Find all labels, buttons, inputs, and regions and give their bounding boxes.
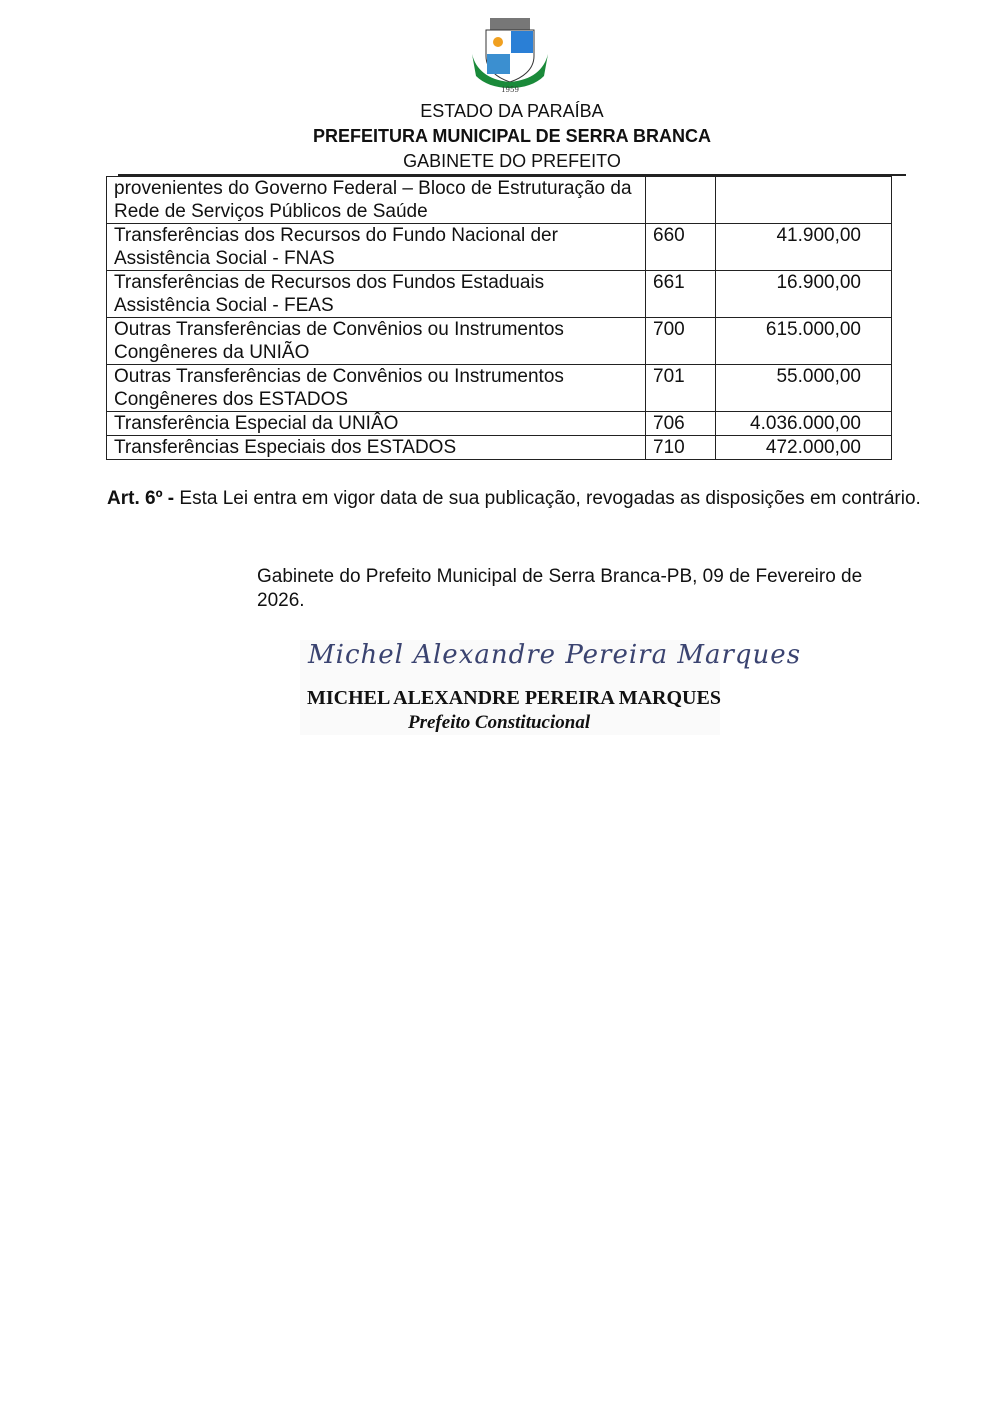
table-row: [107, 412, 892, 436]
row-description: Transferências dos Recursos do Fundo Nacional der Assistência Social - FNAS: [107, 224, 646, 271]
handwritten-signature: Michel Alexandre Pereira Marques: [308, 640, 802, 670]
row-value: 472.000,00: [716, 436, 892, 460]
table-row: [107, 365, 892, 412]
municipal-crest-logo: [462, 14, 558, 94]
row-description: Outras Transferências de Convênios ou Instrumentos Congêneres da UNIÃO: [107, 318, 646, 365]
row-code: [646, 177, 716, 224]
row-value: 41.900,00: [716, 224, 892, 271]
table-row: [107, 224, 892, 271]
row-value: 55.000,00: [716, 365, 892, 412]
row-code: 710: [646, 436, 716, 460]
article-text: Esta Lei entra em vigor data de sua publicação, revogadas as disposições em contrário.: [174, 488, 921, 509]
row-description: Transferências de Recursos dos Fundos Estaduais Assistência Social - FEAS: [107, 271, 646, 318]
row-code: 700: [646, 318, 716, 365]
article-6: [107, 487, 929, 510]
state-name: ESTADO DA PARAÍBA: [420, 101, 604, 121]
signatory-name: MICHEL ALEXANDRE PEREIRA MARQUES: [307, 687, 721, 709]
row-code: 701: [646, 365, 716, 412]
revenue-table: [106, 176, 892, 460]
row-value: [716, 177, 892, 224]
row-value: 4.036.000,00: [716, 412, 892, 436]
office-name: GABINETE DO PREFEITO: [403, 151, 621, 171]
row-value: 615.000,00: [716, 318, 892, 365]
svg-text:1959: 1959: [501, 86, 519, 94]
table-row: [107, 318, 892, 365]
table-row: [107, 177, 892, 224]
place-date: Gabinete do Prefeito Municipal de Serra Branca-PB, 09 de Fevereiro de 2026.: [257, 566, 863, 611]
table-row: [107, 271, 892, 318]
article-label: Art. 6º -: [107, 488, 175, 509]
table-row: [107, 436, 892, 460]
row-description: Transferência Especial da UNIÂO: [107, 412, 646, 436]
row-code: 661: [646, 271, 716, 318]
row-code: 706: [646, 412, 716, 436]
row-description: Outras Transferências de Convênios ou Instrumentos Congêneres dos ESTADOS: [107, 365, 646, 412]
row-description: provenientes do Governo Federal – Bloco de Estruturação da Rede de Serviços Públicos de Saúde: [107, 177, 646, 224]
row-code: 660: [646, 224, 716, 271]
signatory-role: Prefeito Constitucional: [408, 712, 591, 733]
row-description: Transferências Especiais dos ESTADOS: [107, 436, 646, 460]
municipality-name: PREFEITURA MUNICIPAL DE SERRA BRANCA: [312, 126, 711, 146]
row-value: 16.900,00: [716, 271, 892, 318]
